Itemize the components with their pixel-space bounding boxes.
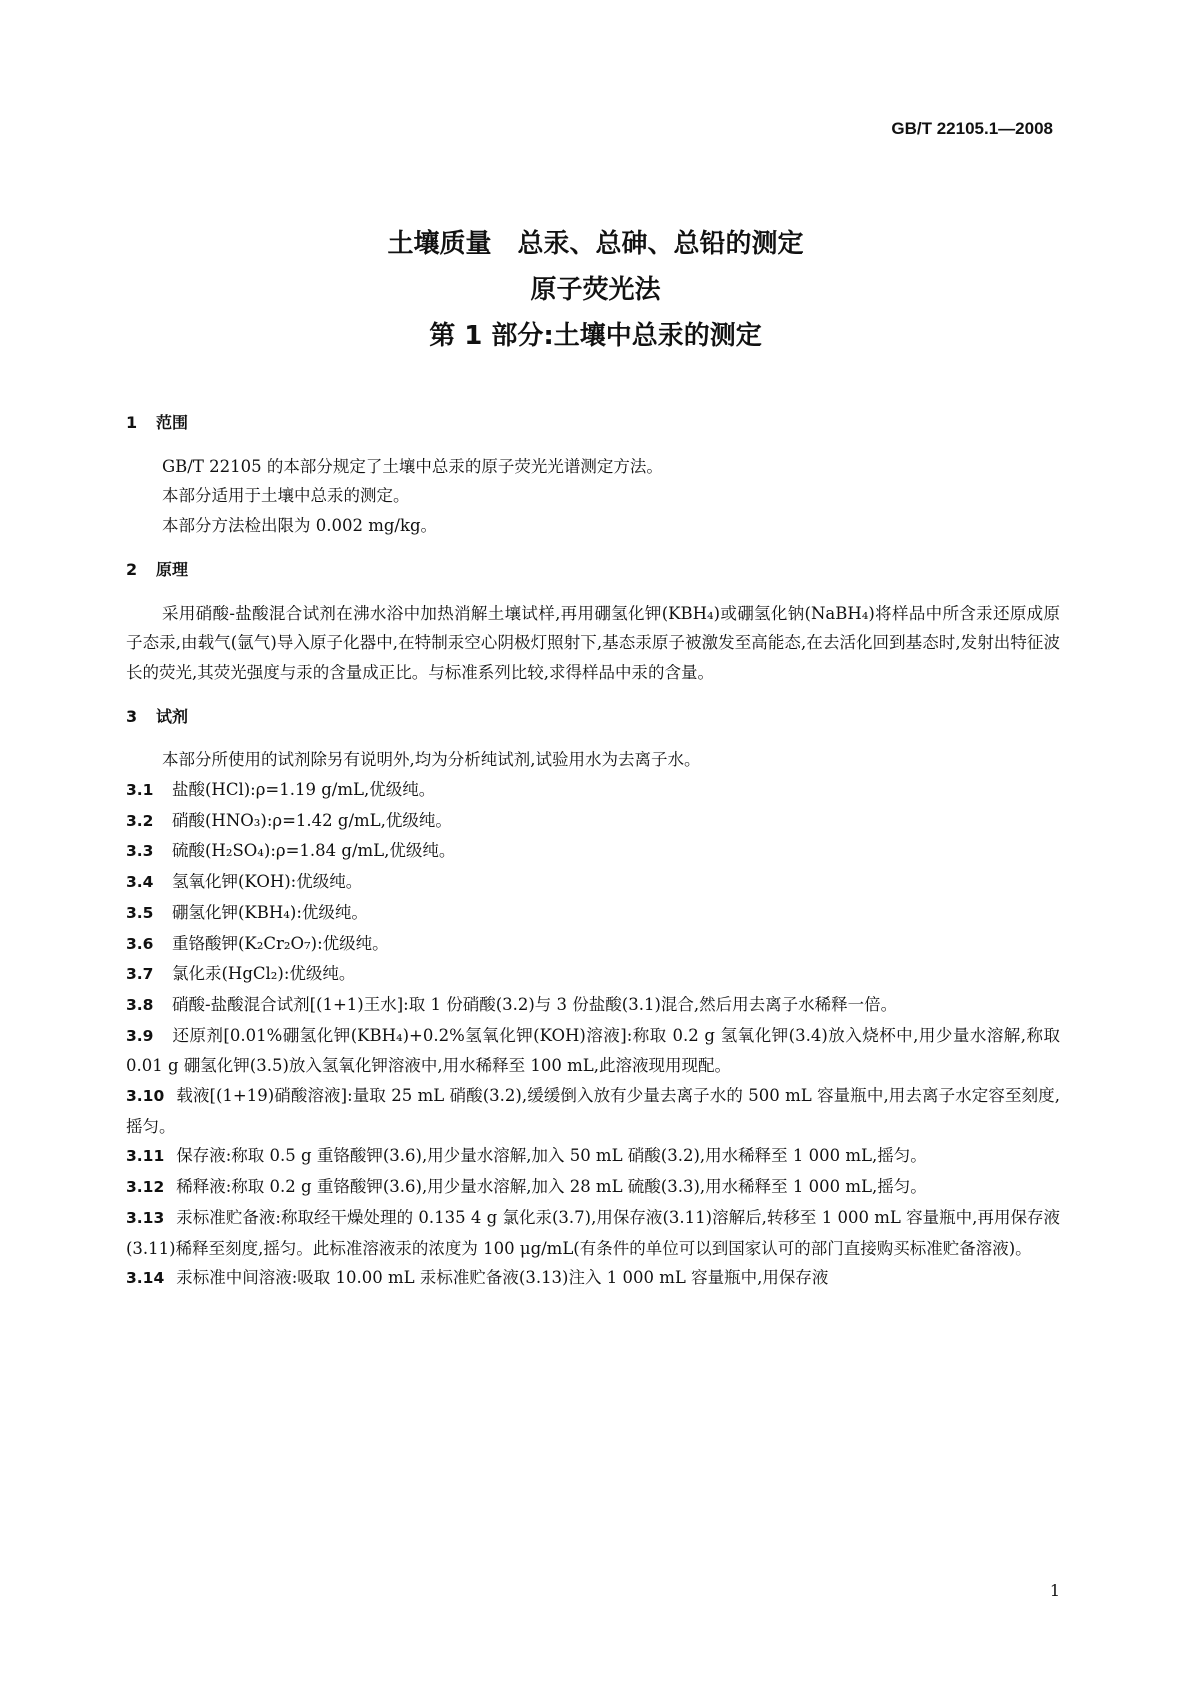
clause (126, 990, 1060, 1021)
clause-number: 3.11 (126, 1147, 165, 1166)
clause-text: 硝酸(HNO₃):ρ=1.42 g/mL,优级纯。 (172, 810, 452, 830)
clause (126, 1081, 1060, 1141)
paragraph: 本部分方法检出限为 0.002 mg/kg。 (162, 516, 438, 536)
clause-text: 还原剂[0.01%硼氢化钾(KBH₄)+0.2%氢氧化钾(KOH)溶液]:称取 0.2 g 氢氧化钾(3.4)放入烧杯中,用少量水溶解,称取 0.01 g 硼氢化钾(3.5)放入氢氧化钾溶液中,用水稀释至 100 mL,此溶液现用现配。 (126, 1025, 1060, 1076)
clause-number: 3.7 (126, 965, 154, 984)
clause-text: 盐酸(HCl):ρ=1.19 g/mL,优级纯。 (172, 780, 436, 800)
clause-number: 3.14 (126, 1269, 165, 1288)
clause-text: 稀释液:称取 0.2 g 重铬酸钾(3.6),用少量水溶解,加入 28 mL 硫酸(3.3),用水稀释至 1 000 mL,摇匀。 (176, 1177, 927, 1197)
clause-text: 硼氢化钾(KBH₄):优级纯。 (172, 902, 368, 922)
clause-number: 3.2 (126, 811, 154, 830)
clause-text: 氯化汞(HgCl₂):优级纯。 (172, 964, 356, 984)
section-number: 1 (126, 413, 138, 432)
section-heading-principle (126, 555, 1060, 585)
section-heading-reagents (126, 702, 1060, 732)
clause (126, 1141, 1060, 1172)
clause-text: 硫酸(H₂SO₄):ρ=1.84 g/mL,优级纯。 (172, 841, 456, 861)
clause (126, 1263, 1060, 1294)
clause (126, 836, 1060, 867)
clause (126, 959, 1060, 990)
section-heading-scope (126, 408, 1060, 438)
section-title: 试剂 (156, 706, 189, 726)
clause-number: 3.4 (126, 873, 154, 892)
section-number: 3 (126, 706, 138, 726)
title-line-1: 土壤质量 总汞、总砷、总铅的测定 (387, 229, 804, 259)
clause-text: 硝酸-盐酸混合试剂[(1+1)王水]:取 1 份硝酸(3.2)与 3 份盐酸(3.1)混合,然后用去离子水稀释一倍。 (172, 994, 898, 1014)
clause-text: 汞标准贮备液:称取经干燥处理的 0.135 4 g 氯化汞(3.7),用保存液(3.11)溶解后,转移至 1 000 mL 容量瓶中,再用保存液(3.11)稀释至刻度,摇匀。此标准溶液汞的浓度为 100 μg/mL(有条件的单位可以到国家认可的部门直接购买标准贮备溶液)。 (126, 1207, 1060, 1258)
clause-number: 3.3 (126, 842, 154, 861)
clause-text: 重铬酸钾(K₂Cr₂O₇):优级纯。 (172, 933, 389, 953)
standard-code: GB/T 22105.1—2008 (891, 119, 1053, 138)
clause-text: 汞标准中间溶液:吸取 10.00 mL 汞标准贮备液(3.13)注入 1 000 mL 容量瓶中,用保存液 (176, 1268, 829, 1288)
clause (126, 806, 1060, 837)
clause-number: 3.10 (126, 1087, 165, 1106)
title-line-2: 原子荧光法 (530, 275, 661, 305)
page-number: 1 (1049, 1581, 1060, 1600)
paragraph: 本部分所使用的试剂除另有说明外,均为分析纯试剂,试验用水为去离子水。 (162, 750, 701, 770)
clause (126, 1203, 1060, 1263)
clause-number: 3.1 (126, 781, 154, 800)
clause-number: 3.6 (126, 934, 154, 953)
paragraph: 采用硝酸-盐酸混合试剂在沸水浴中加热消解土壤试样,再用硼氢化钾(KBH₄)或硼氢化钠(NaBH₄)将样品中所含汞还原成原子态汞,由载气(氩气)导入原子化器中,在特制汞空心阴极灯照射下,基态汞原子被激发至高能态,在去活化回到基态时,发射出特征波长的荧光,其荧光强度与汞的含量成正比。与标准系列比较,求得样品中汞的含量。 (126, 603, 1060, 682)
clause-number: 3.9 (126, 1026, 154, 1045)
title-line-3: 第 1 部分:土壤中总汞的测定 (429, 321, 762, 351)
clause-number: 3.13 (126, 1208, 165, 1227)
clause (126, 867, 1060, 898)
clause-number: 3.5 (126, 903, 154, 922)
paragraph: 本部分适用于土壤中总汞的测定。 (162, 486, 410, 506)
document-body (126, 408, 1060, 1294)
clause (126, 775, 1060, 806)
document-title (0, 221, 1191, 359)
clause-text: 氢氧化钾(KOH):优级纯。 (172, 872, 363, 892)
section-number: 2 (126, 559, 138, 579)
clause-text: 保存液:称取 0.5 g 重铬酸钾(3.6),用少量水溶解,加入 50 mL 硝酸(3.2),用水稀释至 1 000 mL,摇匀。 (176, 1146, 927, 1166)
paragraph: GB/T 22105 的本部分规定了土壤中总汞的原子荧光光谱测定方法。 (162, 456, 663, 476)
clause-text: 载液[(1+19)硝酸溶液]:量取 25 mL 硝酸(3.2),缓缓倒入放有少量去离子水的 500 mL 容量瓶中,用去离子水定容至刻度,摇匀。 (126, 1086, 1060, 1136)
clause (126, 929, 1060, 960)
section-title: 范围 (156, 413, 189, 432)
clause (126, 898, 1060, 929)
clause-number: 3.12 (126, 1178, 165, 1197)
clause (126, 1021, 1060, 1081)
clause (126, 1172, 1060, 1203)
clause-number: 3.8 (126, 995, 154, 1014)
section-title: 原理 (156, 559, 189, 579)
